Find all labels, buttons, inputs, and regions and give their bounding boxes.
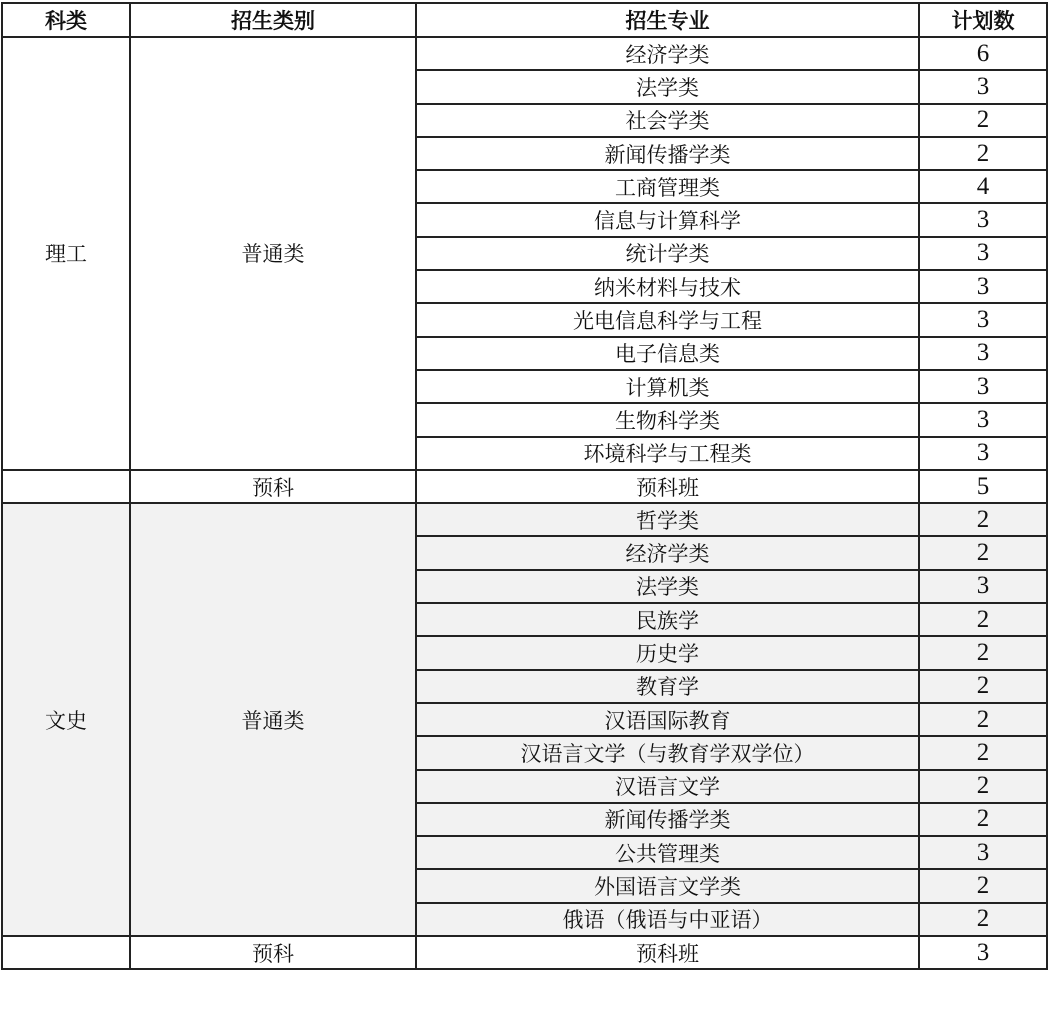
type-cell: 普通类 — [130, 37, 416, 470]
header-type: 招生类别 — [130, 3, 416, 37]
major-cell: 法学类 — [416, 70, 919, 103]
major-cell: 社会学类 — [416, 104, 919, 137]
plan-cell: 2 — [919, 869, 1047, 902]
table-row — [2, 936, 1047, 969]
plan-cell: 2 — [919, 903, 1047, 936]
plan-cell: 2 — [919, 137, 1047, 170]
plan-cell: 3 — [919, 303, 1047, 336]
plan-cell: 4 — [919, 170, 1047, 203]
plan-cell: 2 — [919, 536, 1047, 569]
header-plan: 计划数 — [919, 3, 1047, 37]
plan-cell: 3 — [919, 70, 1047, 103]
header-row — [2, 3, 1047, 37]
major-cell: 电子信息类 — [416, 337, 919, 370]
plan-cell: 3 — [919, 237, 1047, 270]
type-cell: 普通类 — [130, 503, 416, 936]
major-cell: 汉语言文学（与教育学双学位） — [416, 736, 919, 769]
plan-cell: 3 — [919, 403, 1047, 436]
major-cell: 法学类 — [416, 570, 919, 603]
plan-cell: 2 — [919, 104, 1047, 137]
plan-cell: 2 — [919, 603, 1047, 636]
plan-cell: 3 — [919, 337, 1047, 370]
major-cell: 信息与计算科学 — [416, 203, 919, 236]
major-cell: 纳米材料与技术 — [416, 270, 919, 303]
plan-cell: 3 — [919, 570, 1047, 603]
type-cell: 预科 — [130, 470, 416, 503]
major-cell: 经济学类 — [416, 37, 919, 70]
major-cell: 公共管理类 — [416, 836, 919, 869]
major-cell: 教育学 — [416, 670, 919, 703]
enrollment-plan-table — [1, 2, 1048, 970]
major-cell: 统计学类 — [416, 237, 919, 270]
major-cell: 光电信息科学与工程 — [416, 303, 919, 336]
plan-cell: 3 — [919, 270, 1047, 303]
plan-cell: 5 — [919, 470, 1047, 503]
major-cell: 哲学类 — [416, 503, 919, 536]
plan-cell: 2 — [919, 736, 1047, 769]
table-row — [2, 37, 1047, 70]
plan-cell: 3 — [919, 936, 1047, 969]
major-cell: 汉语言文学 — [416, 770, 919, 803]
category-cell: 文史 — [2, 503, 130, 936]
header-major: 招生专业 — [416, 3, 919, 37]
major-cell: 工商管理类 — [416, 170, 919, 203]
major-cell: 新闻传播学类 — [416, 137, 919, 170]
major-cell: 生物科学类 — [416, 403, 919, 436]
type-cell: 预科 — [130, 936, 416, 969]
table-row — [2, 503, 1047, 536]
plan-cell: 2 — [919, 770, 1047, 803]
major-cell: 外国语言文学类 — [416, 869, 919, 902]
major-cell: 历史学 — [416, 636, 919, 669]
major-cell: 预科班 — [416, 470, 919, 503]
plan-cell: 3 — [919, 836, 1047, 869]
plan-cell: 2 — [919, 636, 1047, 669]
header-category: 科类 — [2, 3, 130, 37]
major-cell: 经济学类 — [416, 536, 919, 569]
major-cell: 新闻传播学类 — [416, 803, 919, 836]
plan-cell: 6 — [919, 37, 1047, 70]
major-cell: 民族学 — [416, 603, 919, 636]
table-row — [2, 470, 1047, 503]
category-cell: 理工 — [2, 37, 130, 470]
major-cell: 环境科学与工程类 — [416, 437, 919, 470]
plan-cell: 2 — [919, 670, 1047, 703]
category-cell-empty — [2, 470, 130, 503]
plan-cell: 2 — [919, 803, 1047, 836]
plan-cell: 3 — [919, 370, 1047, 403]
major-cell: 汉语国际教育 — [416, 703, 919, 736]
plan-cell: 2 — [919, 503, 1047, 536]
major-cell: 预科班 — [416, 936, 919, 969]
major-cell: 计算机类 — [416, 370, 919, 403]
table-body — [2, 37, 1047, 969]
plan-cell: 3 — [919, 437, 1047, 470]
plan-cell: 2 — [919, 703, 1047, 736]
plan-cell: 3 — [919, 203, 1047, 236]
major-cell: 俄语（俄语与中亚语） — [416, 903, 919, 936]
category-cell-empty — [2, 936, 130, 969]
